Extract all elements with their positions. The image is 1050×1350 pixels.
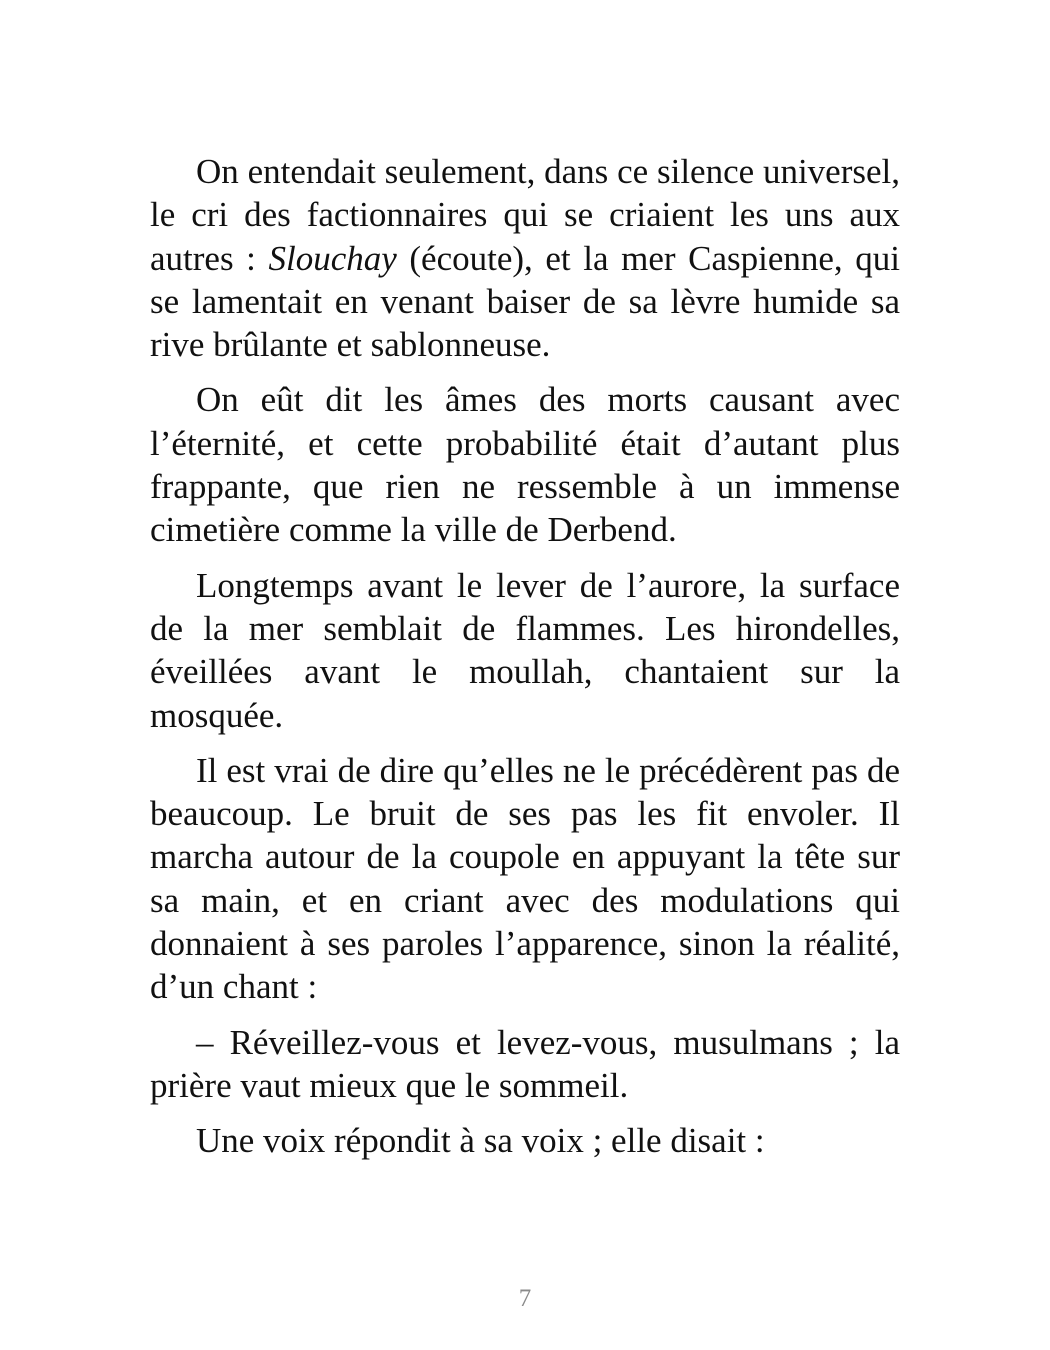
- paragraph-1-start: On entendait seulement, dans ce silence universel, le cri des factionnaires qui se criaient les uns aux autres :: [150, 152, 900, 278]
- paragraph-1-end: (écoute), et la mer Caspienne, qui se lamentait en venant baiser de sa lèvre humide sa rive brûlante et sablonneuse.: [150, 238, 900, 365]
- paragraph-4: Il est vrai de dire qu’elles ne le précédèrent pas de beaucoup. Le bruit de ses pas les fit envoler. Il marcha autour de la coupole en appuyant la tête sur sa main, et en criant avec des modulations qui donnaient à ses paroles l’apparence, sinon la réalité, d’un chant :: [150, 750, 900, 1007]
- paragraph-3: Longtemps avant le lever de l’aurore, la surface de la mer semblait de flammes. Les hirondelles, éveillées avant le moullah, chantaient sur la mosquée.: [150, 565, 900, 735]
- paragraph-5: – Réveillez-vous et levez-vous, musulmans ; la prière vaut mieux que le sommeil.: [150, 1022, 900, 1105]
- paragraph-1: [150, 150, 900, 366]
- italic-word-slouchay: Slouchay: [268, 238, 397, 278]
- paragraph-2: On eût dit les âmes des morts causant avec l’éternité, et cette probabilité était d’autant plus frappante, que rien ne ressemble à un immense cimetière comme la ville de Derbend.: [150, 380, 900, 550]
- paragraph-6: Une voix répondit à sa voix ; elle disait :: [196, 1121, 765, 1161]
- body-text: [150, 150, 900, 1175]
- page-number: 7: [518, 1285, 532, 1312]
